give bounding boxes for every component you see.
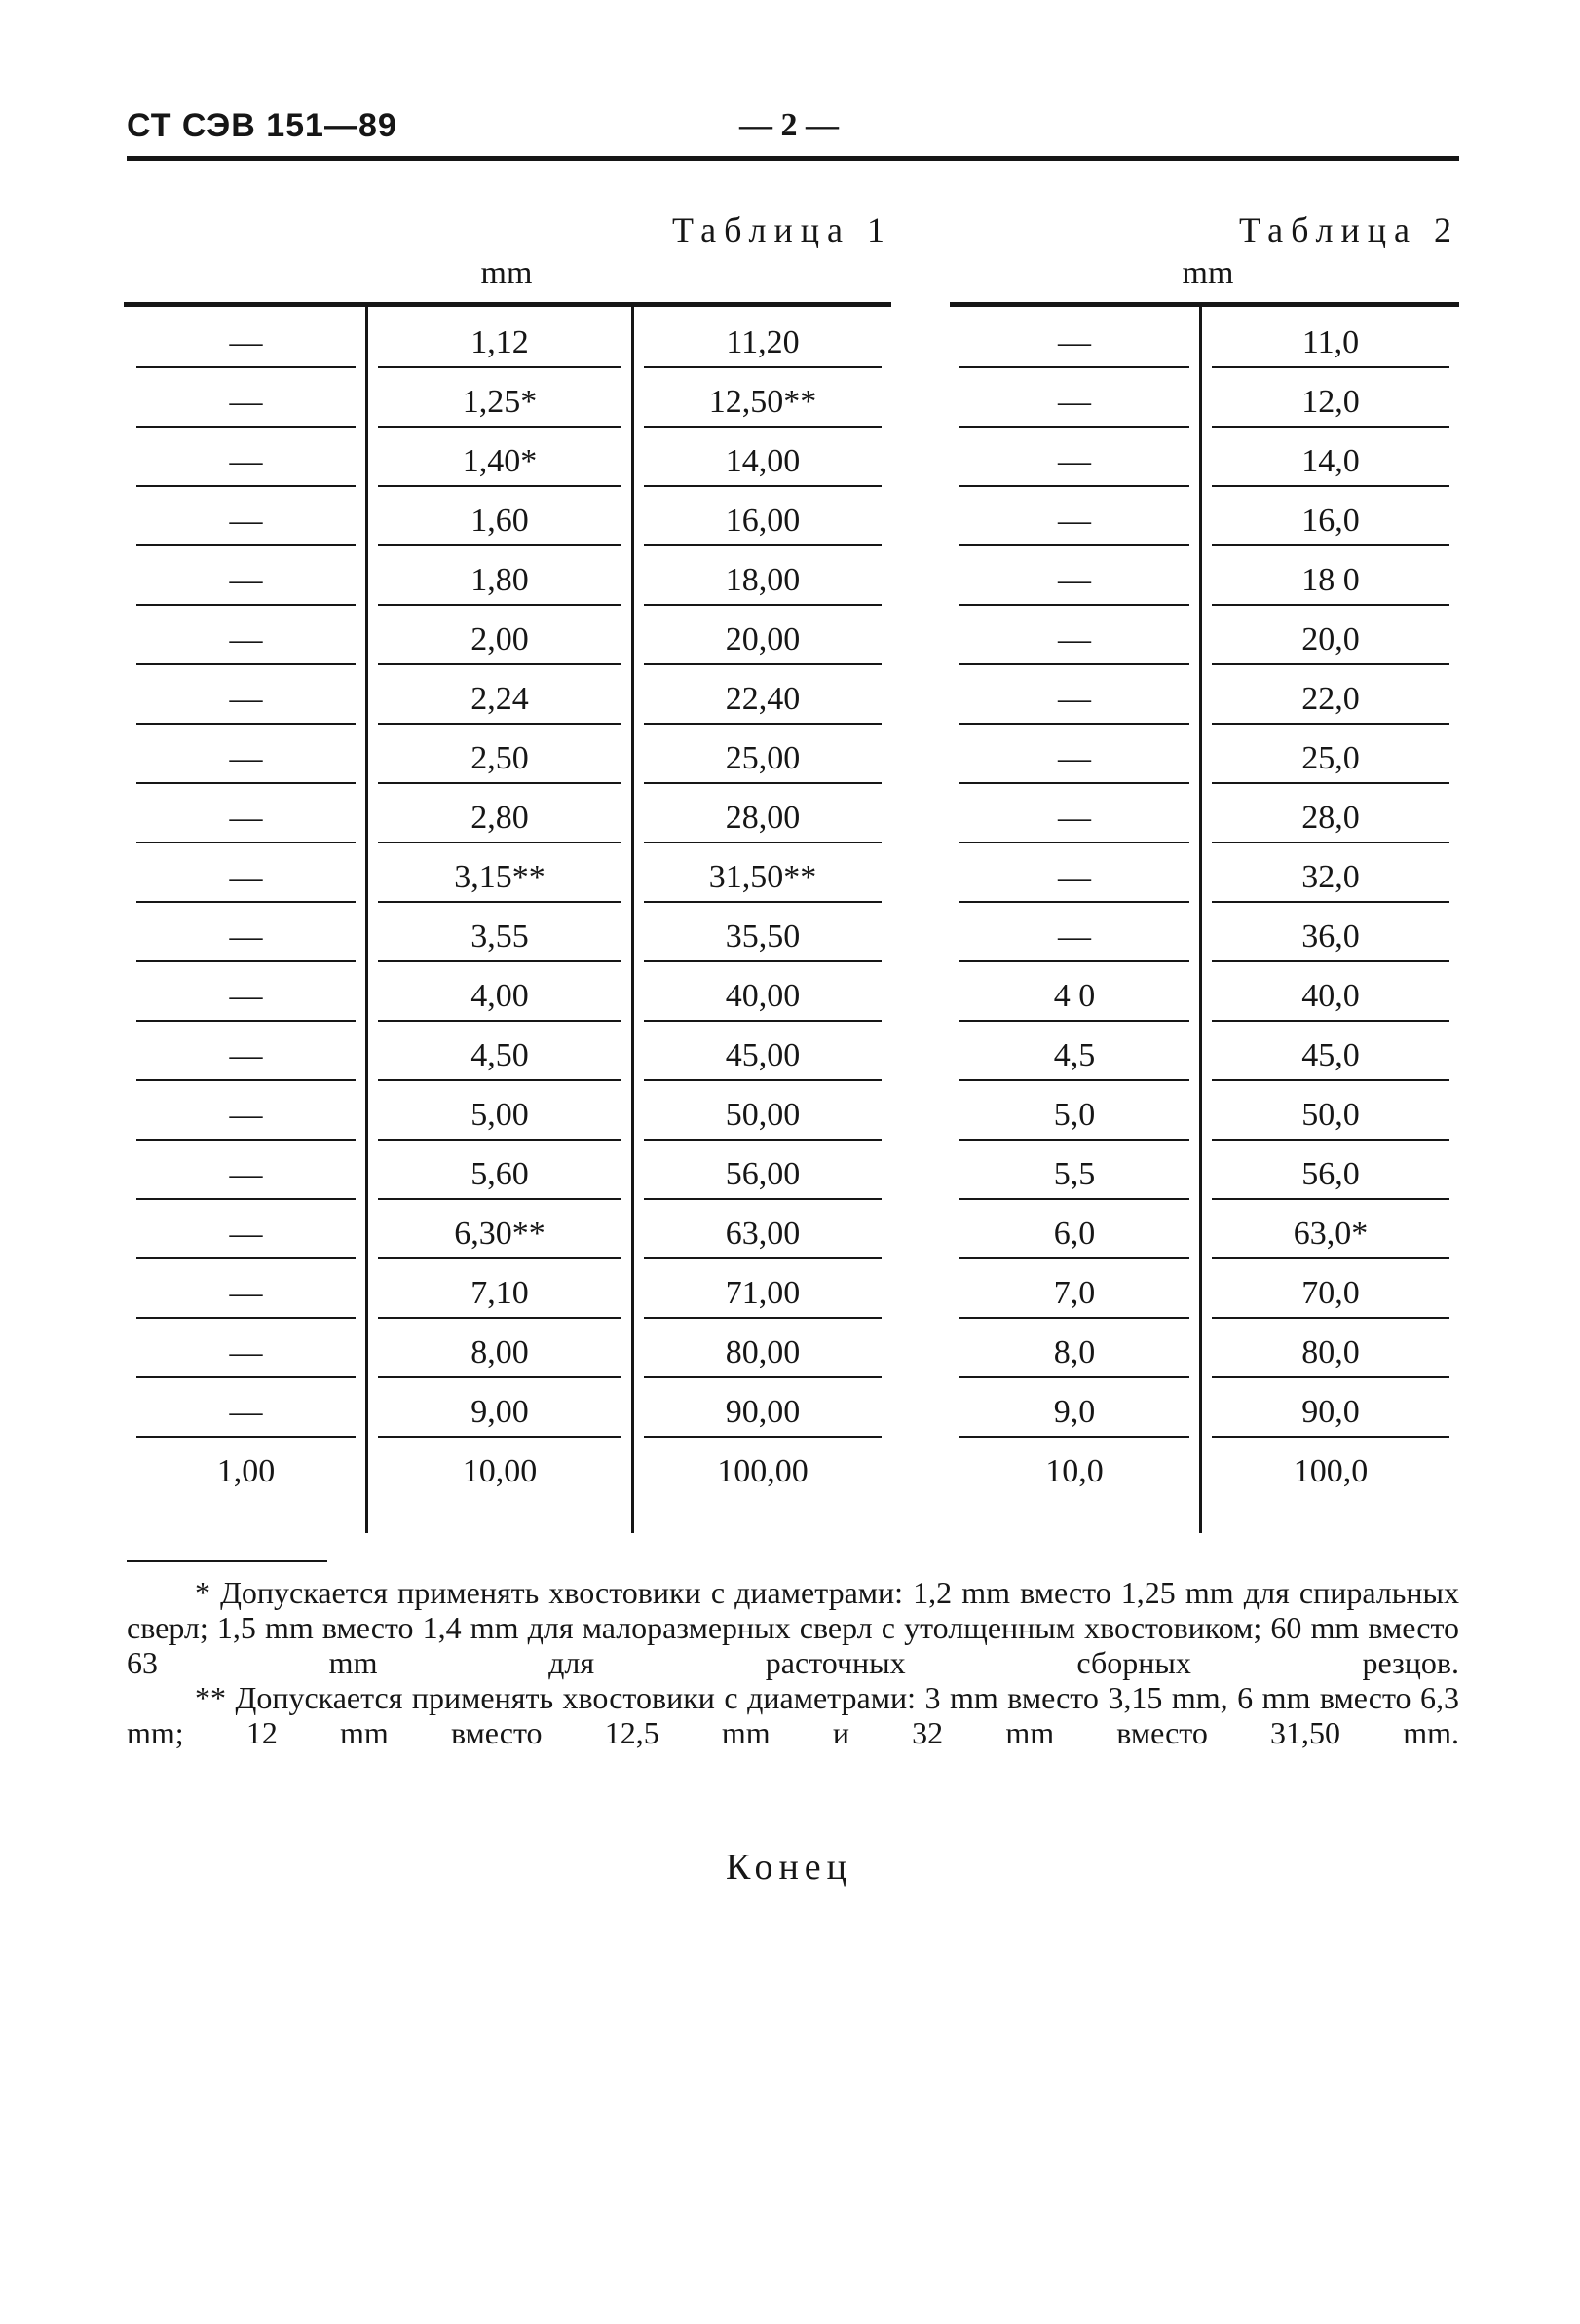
row-rule: [378, 782, 621, 784]
row-rule: [959, 723, 1189, 725]
table-cell: 14,0: [1301, 443, 1360, 479]
row-rule: [644, 842, 882, 843]
table-cell: —: [1058, 681, 1091, 717]
row-rule: [378, 663, 621, 665]
row-rule: [959, 1376, 1189, 1378]
table-cell: 9,0: [1053, 1394, 1096, 1430]
row-rule: [644, 1376, 882, 1378]
row-rule: [959, 1317, 1189, 1319]
row-rule: [136, 1257, 356, 1259]
footnote-2: ** Допускается применять хвостовики с диаметрами: 3 mm вместо 3,15 mm, 6 mm вместо 6,3 mm; 12 mm вместо 12,5 mm и 32 mm вместо 31,50 mm.: [127, 1680, 1459, 1750]
row-rule: [959, 1079, 1189, 1081]
row-rule: [959, 544, 1189, 546]
row-rule: [959, 604, 1189, 606]
page-number: — 2 —: [739, 107, 839, 143]
row-rule: [136, 1139, 356, 1141]
row-rule: [378, 544, 621, 546]
table-cell: 4 0: [1053, 978, 1096, 1014]
table2-title: Таблица 2: [1239, 210, 1459, 249]
table-cell: 1,00: [216, 1453, 276, 1489]
table-cell: 18,00: [725, 562, 801, 598]
row-rule: [136, 1198, 356, 1200]
footnote-1: * Допускается применять хвостовики с диаметрами: 1,2 mm вместо 1,25 mm для спиральных сверл; 1,5 mm вместо 1,4 mm для малоразмерных сверл с утолщенным хвостовиком; 60 mm вместо 63 mm для расточных сборных резцов.: [127, 1575, 1459, 1680]
row-rule: [1212, 1139, 1449, 1141]
table-cell: 56,0: [1301, 1156, 1360, 1192]
row-rule: [959, 1257, 1189, 1259]
table-cell: —: [1058, 918, 1091, 955]
table-cell: 2,00: [470, 621, 529, 657]
row-rule: [378, 960, 621, 962]
table-cell: 4,50: [470, 1037, 529, 1073]
table-cell: 2,24: [470, 681, 529, 717]
row-rule: [1212, 1198, 1449, 1200]
row-rule: [1212, 1257, 1449, 1259]
table-cell: 80,0: [1301, 1334, 1360, 1370]
row-rule: [644, 782, 882, 784]
table-cell: —: [229, 978, 263, 1014]
row-rule: [644, 426, 882, 428]
row-rule: [644, 1257, 882, 1259]
row-rule: [959, 1198, 1189, 1200]
row-rule: [959, 485, 1189, 487]
row-rule: [1212, 1079, 1449, 1081]
table-cell: 8,0: [1053, 1334, 1096, 1370]
row-rule: [136, 1079, 356, 1081]
row-rule: [136, 485, 356, 487]
row-rule: [644, 1198, 882, 1200]
row-rule: [644, 1079, 882, 1081]
row-rule: [644, 1020, 882, 1022]
row-rule: [136, 604, 356, 606]
table-cell: 56,00: [725, 1156, 801, 1192]
row-rule: [959, 1436, 1189, 1438]
table-cell: 40,0: [1301, 978, 1360, 1014]
table-cell: 90,0: [1301, 1394, 1360, 1430]
table-cell: 20,0: [1301, 621, 1360, 657]
row-rule: [1212, 1376, 1449, 1378]
row-rule: [644, 960, 882, 962]
row-rule: [959, 1020, 1189, 1022]
table-cell: 100,00: [717, 1453, 809, 1489]
end-marker: Конец: [726, 1847, 852, 1888]
table-cell: 10,00: [462, 1453, 538, 1489]
row-rule: [136, 1317, 356, 1319]
table-cell: —: [229, 740, 263, 776]
table-cell: —: [1058, 621, 1091, 657]
table-cell: 8,00: [470, 1334, 529, 1370]
table-cell: 4,00: [470, 978, 529, 1014]
table-cell: 22,0: [1301, 681, 1360, 717]
row-rule: [136, 663, 356, 665]
table-cell: 5,5: [1053, 1156, 1096, 1192]
row-rule: [959, 960, 1189, 962]
table-cell: —: [229, 800, 263, 836]
table-cell: 5,0: [1053, 1097, 1096, 1133]
table-cell: 12,50**: [708, 384, 817, 420]
table-cell: 70,0: [1301, 1275, 1360, 1311]
row-rule: [378, 366, 621, 368]
row-rule: [959, 782, 1189, 784]
row-rule: [1212, 901, 1449, 903]
row-rule: [1212, 604, 1449, 606]
table-cell: 14,00: [725, 443, 801, 479]
table-cell: 11,0: [1301, 324, 1360, 360]
row-rule: [378, 1436, 621, 1438]
table-cell: —: [229, 1156, 263, 1192]
table-cell: 31,50**: [708, 859, 817, 895]
row-rule: [1212, 1020, 1449, 1022]
table-cell: 1,12: [470, 324, 529, 360]
table-cell: 63,00: [725, 1216, 801, 1252]
row-rule: [378, 1079, 621, 1081]
table-cell: —: [1058, 562, 1091, 598]
row-rule: [1212, 485, 1449, 487]
row-rule: [378, 1139, 621, 1141]
table-cell: 35,50: [725, 918, 801, 955]
table-cell: 5,00: [470, 1097, 529, 1133]
table-cell: —: [229, 918, 263, 955]
row-rule: [959, 366, 1189, 368]
table-cell: —: [229, 1334, 263, 1370]
table2-unit: mm: [1182, 255, 1234, 291]
row-rule: [959, 901, 1189, 903]
table-cell: 100,0: [1293, 1453, 1369, 1489]
table-cell: 71,00: [725, 1275, 801, 1311]
table-cell: —: [229, 859, 263, 895]
table-cell: 22,40: [725, 681, 801, 717]
row-rule: [136, 544, 356, 546]
row-rule: [644, 1436, 882, 1438]
row-rule: [644, 366, 882, 368]
table1-unit: mm: [480, 255, 533, 291]
table-cell: —: [229, 1037, 263, 1073]
table-cell: 32,0: [1301, 859, 1360, 895]
row-rule: [378, 1020, 621, 1022]
row-rule: [136, 366, 356, 368]
table-cell: 1,80: [470, 562, 529, 598]
table-cell: —: [1058, 384, 1091, 420]
header-rule: [127, 156, 1459, 161]
table-cell: 40,00: [725, 978, 801, 1014]
table-cell: 6,30**: [454, 1216, 545, 1252]
table-cell: 2,50: [470, 740, 529, 776]
table-cell: 7,0: [1053, 1275, 1096, 1311]
row-rule: [136, 842, 356, 843]
table1-title: Таблица 1: [672, 210, 892, 249]
row-rule: [378, 426, 621, 428]
row-rule: [1212, 426, 1449, 428]
table-cell: —: [1058, 503, 1091, 539]
table-cell: 12,0: [1301, 384, 1360, 420]
table2-top-rule: [950, 302, 1459, 307]
table-cell: 2,80: [470, 800, 529, 836]
table-cell: —: [229, 1394, 263, 1430]
table-cell: 20,00: [725, 621, 801, 657]
table-cell: —: [229, 443, 263, 479]
table-cell: 4,5: [1053, 1037, 1096, 1073]
row-rule: [136, 901, 356, 903]
table-cell: 1,40*: [462, 443, 538, 479]
row-rule: [644, 723, 882, 725]
row-rule: [959, 426, 1189, 428]
row-rule: [644, 604, 882, 606]
row-rule: [378, 604, 621, 606]
row-rule: [959, 1139, 1189, 1141]
row-rule: [1212, 544, 1449, 546]
row-rule: [1212, 366, 1449, 368]
table-cell: —: [229, 1275, 263, 1311]
row-rule: [1212, 1436, 1449, 1438]
row-rule: [959, 663, 1189, 665]
table-cell: —: [229, 1097, 263, 1133]
table-cell: 28,00: [725, 800, 801, 836]
row-rule: [1212, 1317, 1449, 1319]
table-cell: 50,00: [725, 1097, 801, 1133]
row-rule: [644, 663, 882, 665]
table-cell: 5,60: [470, 1156, 529, 1192]
row-rule: [378, 723, 621, 725]
table-cell: —: [1058, 443, 1091, 479]
table-cell: 25,00: [725, 740, 801, 776]
row-rule: [136, 960, 356, 962]
table-cell: 16,0: [1301, 503, 1360, 539]
row-rule: [136, 1436, 356, 1438]
table-cell: 45,00: [725, 1037, 801, 1073]
table-cell: 1,60: [470, 503, 529, 539]
table-cell: —: [1058, 324, 1091, 360]
row-rule: [959, 842, 1189, 843]
table-cell: 3,55: [470, 918, 529, 955]
table1-top-rule: [124, 302, 891, 307]
footnote-rule: [127, 1560, 327, 1562]
table-cell: 28,0: [1301, 800, 1360, 836]
table-cell: 90,00: [725, 1394, 801, 1430]
table-cell: —: [1058, 859, 1091, 895]
table-cell: 80,00: [725, 1334, 801, 1370]
row-rule: [136, 723, 356, 725]
table-cell: 3,15**: [454, 859, 545, 895]
table-cell: —: [229, 562, 263, 598]
table-cell: 6,0: [1053, 1216, 1096, 1252]
table-cell: 18 0: [1301, 562, 1360, 598]
row-rule: [136, 1376, 356, 1378]
row-rule: [644, 901, 882, 903]
row-rule: [1212, 723, 1449, 725]
row-rule: [136, 426, 356, 428]
table-cell: 25,0: [1301, 740, 1360, 776]
row-rule: [644, 544, 882, 546]
row-rule: [378, 1198, 621, 1200]
row-rule: [378, 901, 621, 903]
document-code: СТ СЭВ 151—89: [127, 107, 397, 144]
row-rule: [378, 842, 621, 843]
table-cell: 10,0: [1045, 1453, 1104, 1489]
table-cell: —: [229, 681, 263, 717]
table-cell: —: [229, 621, 263, 657]
table-cell: 1,25*: [462, 384, 538, 420]
table-cell: 9,00: [470, 1394, 529, 1430]
table-cell: 36,0: [1301, 918, 1360, 955]
row-rule: [1212, 842, 1449, 843]
table-cell: —: [229, 503, 263, 539]
row-rule: [1212, 960, 1449, 962]
row-rule: [644, 1317, 882, 1319]
table-cell: 7,10: [470, 1275, 529, 1311]
row-rule: [644, 485, 882, 487]
table-cell: —: [1058, 800, 1091, 836]
row-rule: [644, 1139, 882, 1141]
row-rule: [1212, 663, 1449, 665]
row-rule: [136, 782, 356, 784]
table-cell: 50,0: [1301, 1097, 1360, 1133]
table-cell: 63,0*: [1293, 1216, 1369, 1252]
row-rule: [378, 485, 621, 487]
table-cell: —: [229, 1216, 263, 1252]
table-cell: —: [1058, 740, 1091, 776]
row-rule: [378, 1376, 621, 1378]
row-rule: [1212, 782, 1449, 784]
row-rule: [378, 1257, 621, 1259]
row-rule: [136, 1020, 356, 1022]
table-cell: 16,00: [725, 503, 801, 539]
table-cell: 45,0: [1301, 1037, 1360, 1073]
row-rule: [378, 1317, 621, 1319]
table-cell: —: [229, 384, 263, 420]
table-cell: —: [229, 324, 263, 360]
table-cell: 11,20: [726, 324, 800, 360]
